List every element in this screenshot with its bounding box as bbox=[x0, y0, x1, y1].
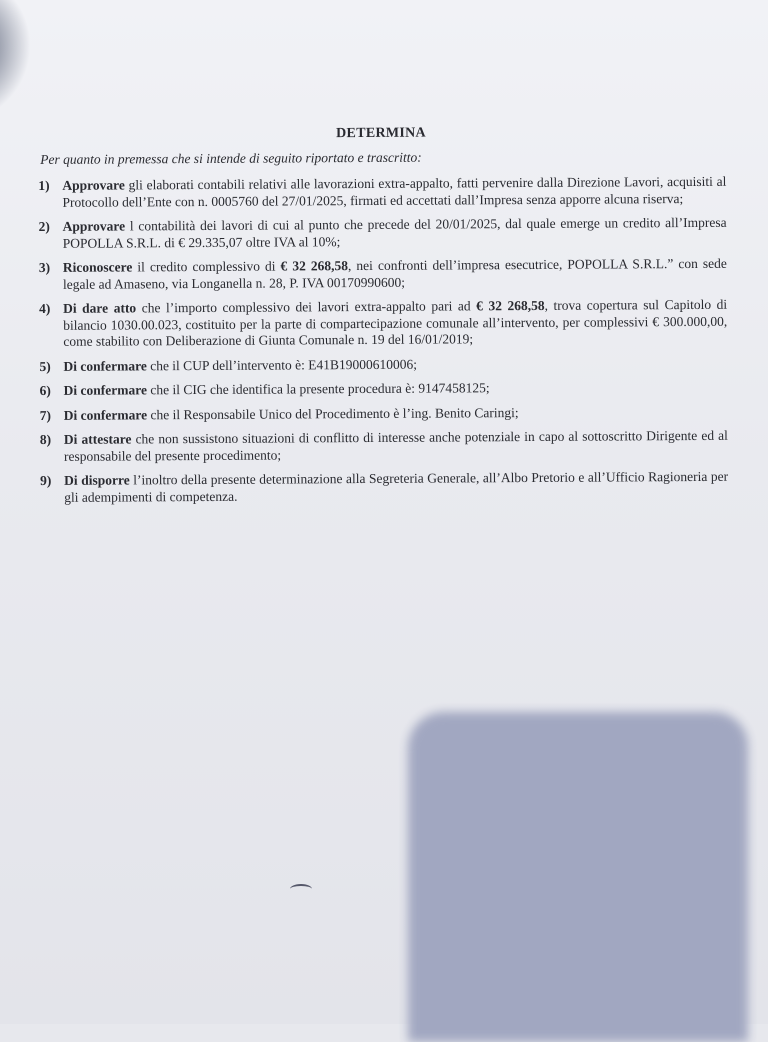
item-text: che il Responsabile Unico del Procedimento è l’ing. Benito Caringi; bbox=[147, 404, 519, 422]
item-lead: Di confermare bbox=[63, 406, 148, 423]
item-number: 7) bbox=[39, 407, 52, 423]
item-text: l contabilità dei lavori di cui al punto che precede del 20/01/2025, dal quale emerge un credito all’Impresa POPOLLA S.R.L. di € 29.335,07 oltre IVA al 10%; bbox=[62, 214, 727, 251]
list-item bbox=[37, 215, 727, 252]
intro-text: Per quanto in premessa che si intende di seguito riportato e trascritto: bbox=[40, 149, 422, 167]
item-text: gli elaborati contabili relativi alle lavorazioni extra-appalto, fatti pervenire dalla Direzione Lavori, acquisiti al Protocollo dell’Ente con n. 0005760 del 27/01/2025, firmati ed accettati dall’Impresa senza apporre alcuna riserva; bbox=[62, 173, 727, 210]
item-number: 1) bbox=[38, 177, 50, 193]
list-item bbox=[37, 297, 727, 351]
page-edge-shadow bbox=[0, 0, 45, 136]
item-amount: € 32 268,58 bbox=[280, 258, 349, 274]
determina-body bbox=[36, 124, 728, 514]
item-number: 3) bbox=[38, 259, 51, 275]
list-item bbox=[38, 428, 728, 465]
item-lead: Di confermare bbox=[63, 382, 147, 398]
item-lead: Riconoscere bbox=[62, 259, 133, 275]
item-lead: Di attestare bbox=[63, 431, 132, 447]
list-item bbox=[36, 174, 726, 211]
item-lead: Di confermare bbox=[63, 357, 147, 374]
item-lead: Approvare bbox=[62, 177, 125, 193]
item-amount: € 32 268,58 bbox=[476, 297, 545, 314]
list-item bbox=[38, 403, 728, 424]
hand-shadow bbox=[408, 712, 748, 1042]
item-lead: Di dare atto bbox=[63, 300, 137, 316]
item-number: 8) bbox=[39, 431, 52, 447]
document-title: DETERMINA bbox=[336, 125, 426, 142]
item-text: l’inoltro della presente determinazione alla Segreteria Generale, all’Albo Pretorio e all’Ufficio Ragioneria per gli adempimenti di competenza. bbox=[64, 468, 729, 505]
list-item bbox=[37, 354, 727, 375]
item-text: , nei confronti dell’impresa esecutrice, POPOLLA S.R.L.” con sede legale ad Amaseno, via Longanella n. 28, P. IVA 00170990600; bbox=[62, 255, 727, 292]
item-number: 9) bbox=[40, 472, 52, 488]
item-text: che non sussistono situazioni di conflitto di interesse anche potenziale in capo al sottoscritto Dirigente ed al responsabile del presente procedimento; bbox=[63, 427, 728, 464]
item-text: , trova copertura sul Capitolo di bilancio 1030.00.023, costituito per la parte di compartecipazione comunale all’intervento, per complessivi € 300.000,00, come stabilito con Deliberazione di Giunta Comunale n. 19 del 16/01/2019; bbox=[63, 296, 728, 349]
list-item bbox=[38, 469, 728, 506]
list-item bbox=[37, 256, 727, 293]
item-number: 6) bbox=[39, 382, 51, 398]
item-text: che il CIG che identifica la presente procedura è: 9147458125; bbox=[146, 380, 490, 398]
list-item bbox=[38, 379, 728, 400]
item-lead: Approvare bbox=[62, 218, 126, 234]
item-lead: Di disporre bbox=[64, 472, 130, 488]
item-text: che il CUP dell’intervento è: E41B19000610006; bbox=[146, 356, 418, 373]
stray-pen-mark bbox=[290, 884, 312, 894]
item-text: il credito complessivo di bbox=[132, 258, 281, 275]
item-number: 5) bbox=[39, 358, 51, 374]
item-number: 4) bbox=[39, 300, 51, 316]
item-text: che l’importo complessivo dei lavori extra-appalto pari ad bbox=[136, 298, 477, 316]
item-number: 2) bbox=[38, 218, 50, 234]
